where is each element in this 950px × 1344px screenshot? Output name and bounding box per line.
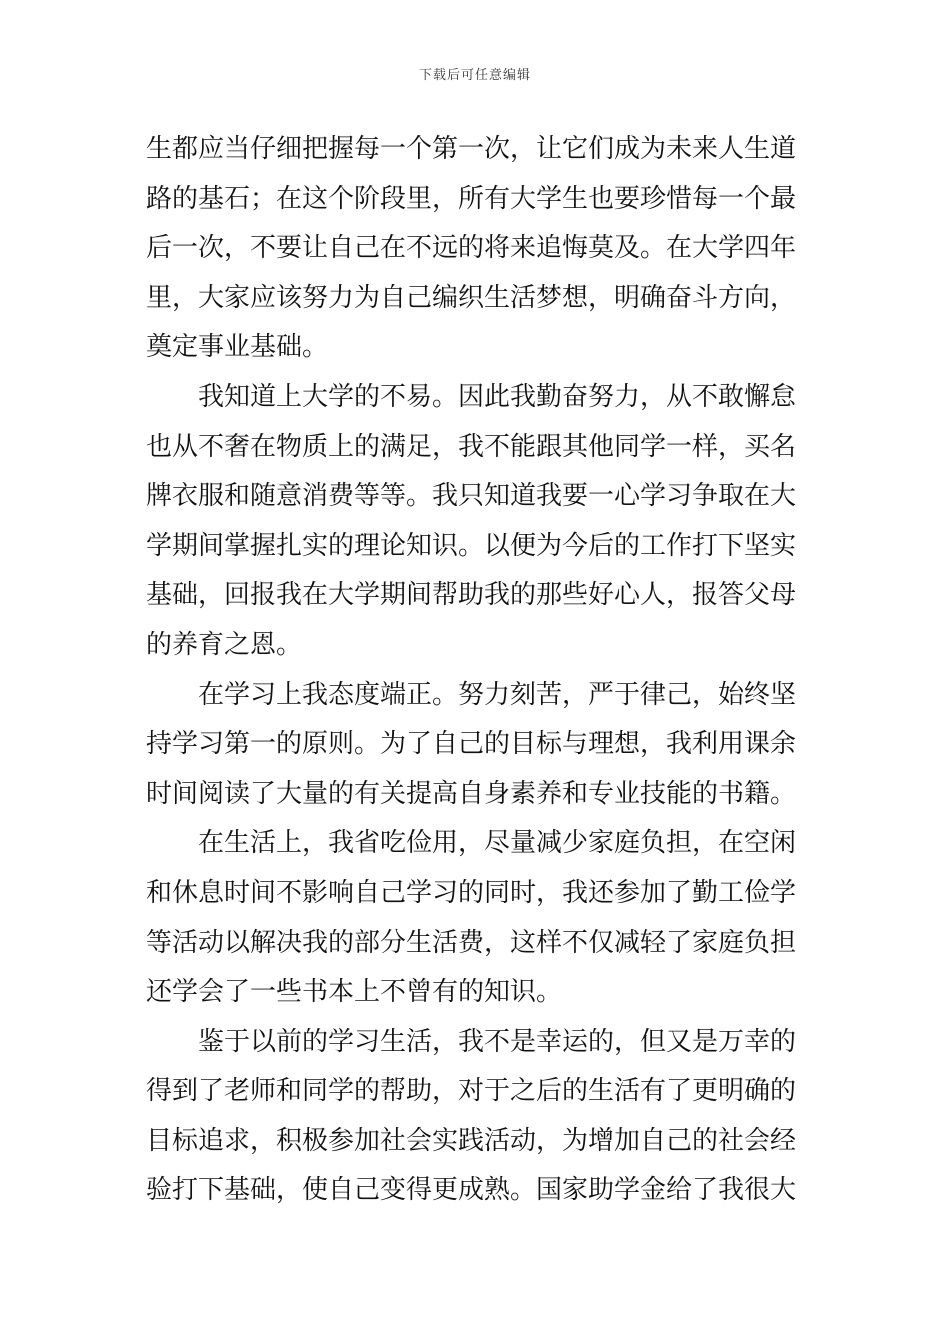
paragraph-5: [146, 1018, 806, 1216]
text-line: 基础，回报我在大学期间帮助我的那些好心人，报答父母: [146, 580, 797, 611]
text-line: 和休息时间不影响自己学习的同时，我还参加了勤工俭学: [146, 877, 797, 908]
text-line: 也从不奢在物质上的满足，我不能跟其他同学一样，买名: [146, 431, 797, 462]
text-line-first: 我知道上大学的不易。因此我勤奋努力，从不敢懈怠: [198, 381, 797, 412]
text-line: 持学习第一的原则。为了自己的目标与理想，我利用课余: [146, 729, 797, 760]
text-line: 的养育之恩。: [146, 629, 303, 660]
text-line: 后一次，不要让自己在不远的将来追悔莫及。在大学四年: [146, 233, 797, 264]
text-line-first: 鉴于以前的学习生活，我不是幸运的，但又是万幸的: [198, 1026, 797, 1057]
text-line: 还学会了一些书本上不曾有的知识。: [146, 977, 563, 1008]
text-line: 时间阅读了大量的有关提高自身素养和专业技能的书籍。: [146, 778, 797, 809]
text-line: 里，大家应该努力为自己编织生活梦想，明确奋斗方向，: [146, 282, 797, 313]
paragraph-2: [146, 373, 806, 671]
text-line: 学期间掌握扎实的理论知识。以便为今后的工作打下坚实: [146, 530, 797, 561]
text-line: 生都应当仔细把握每一个第一次，让它们成为未来人生道: [146, 134, 797, 164]
text-line: 路的基石；在这个阶段里，所有大学生也要珍惜每一个最: [146, 183, 797, 214]
page-header-note: 下载后可任意编辑: [418, 68, 531, 83]
text-line: 等活动以解决我的部分生活费，这样不仅减轻了家庭负担: [146, 927, 797, 958]
document-body: [146, 125, 806, 1216]
text-line: 牌衣服和随意消费等等。我只知道我要一心学习争取在大: [146, 481, 797, 512]
text-line: 奠定事业基础。: [146, 332, 329, 363]
text-line-first: 在生活上，我省吃俭用，尽量减少家庭负担，在空闲: [198, 828, 797, 859]
paragraph-4: [146, 819, 806, 1017]
paragraph-1: [146, 125, 806, 373]
text-line: 验打下基础，使自己变得更成熟。国家助学金给了我很大: [146, 1175, 797, 1206]
text-line: 得到了老师和同学的帮助，对于之后的生活有了更明确的: [146, 1076, 797, 1107]
text-line: 目标追求，积极参加社会实践活动，为增加自己的社会经: [146, 1125, 797, 1156]
paragraph-3: [146, 671, 806, 820]
text-line-first: 在学习上我态度端正。努力刻苦，严于律己，始终坚: [198, 679, 797, 710]
